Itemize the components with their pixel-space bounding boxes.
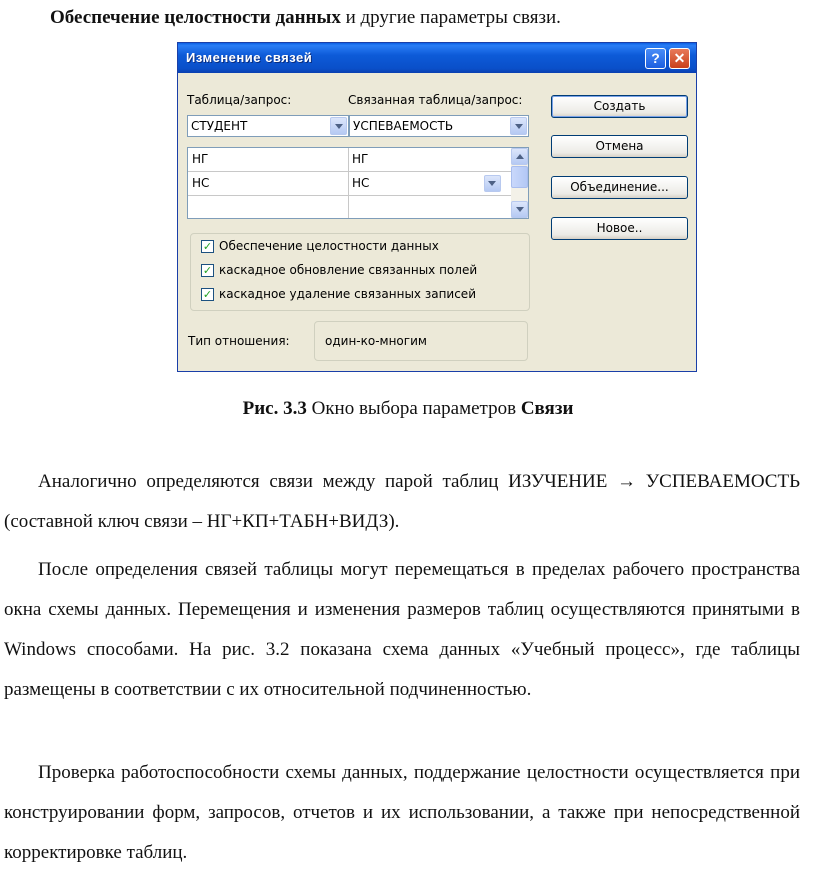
chevron-up-icon <box>516 154 524 159</box>
edit-relationships-dialog <box>177 42 697 372</box>
relation-type-box <box>314 321 528 361</box>
paragraph-2: После определения связей таблицы могут перемещаться в пределах рабочего пространства окна схемы данных. Перемещения и изменения размеров таблиц осуществляются принятыми в Windows способами. На рис. 3.2 показана схема данных «Учебный процесс», где таблицы размещены в соответствии с их относительной подчиненностью. <box>4 559 800 700</box>
create-button[interactable]: Создать <box>551 95 688 118</box>
cascade-update-checkbox[interactable]: ✓ <box>202 264 213 277</box>
close-icon: ✕ <box>673 50 686 66</box>
chevron-down-icon <box>515 124 523 129</box>
figure-caption <box>0 397 816 421</box>
join-type-button[interactable]: Объединение... <box>551 176 688 199</box>
enforce-integrity-label[interactable]: Обеспечение целостности данных <box>219 239 439 253</box>
table-query-label: Таблица/запрос: <box>187 93 292 107</box>
caption-bold-word: Связи <box>520 398 574 419</box>
chevron-down-icon <box>335 124 343 129</box>
grid-cell-right[interactable]: НГ <box>352 152 369 166</box>
grid-row[interactable] <box>188 172 512 196</box>
caption-text: Окно выбора параметров <box>306 398 521 419</box>
cell-dropdown-button[interactable] <box>484 175 501 192</box>
scroll-down-button[interactable] <box>511 201 528 218</box>
related-table-value: УСПЕВАЕМОСТЬ <box>353 119 454 133</box>
table-query-dropdown-arrow[interactable] <box>330 117 347 135</box>
enforce-integrity-checkbox[interactable]: ✓ <box>202 240 213 253</box>
section-heading <box>50 6 561 30</box>
cancel-button[interactable]: Отмена <box>551 135 688 158</box>
relation-type-value: один-ко-многим <box>325 334 427 348</box>
related-table-query-label: Связанная таблица/запрос: <box>348 93 523 107</box>
field-mapping-grid <box>187 147 529 219</box>
table-query-select[interactable] <box>187 115 349 137</box>
related-table-dropdown-arrow[interactable] <box>510 117 527 135</box>
scroll-thumb[interactable] <box>511 166 528 188</box>
grid-row[interactable] <box>188 196 512 220</box>
heading-rest: и другие параметры связи. <box>340 7 561 28</box>
table-query-value: СТУДЕНТ <box>191 119 248 133</box>
dialog-title: Изменение связей <box>186 50 313 65</box>
caption-figure-number: Рис. 3.3 <box>242 398 307 419</box>
integrity-options-group <box>190 233 530 311</box>
related-table-select[interactable] <box>349 115 529 137</box>
chevron-down-icon <box>488 181 496 186</box>
cascade-delete-checkbox[interactable]: ✓ <box>202 288 213 301</box>
create-new-button[interactable]: Новое.. <box>551 217 688 240</box>
scroll-up-button[interactable] <box>511 148 528 165</box>
paragraph-1: Аналогично определяются связи между парой таблиц ИЗУЧЕНИЕ → УСПЕВАЕМОСТЬ (составной ключ связи – НГ+КП+ТАБН+ВИДЗ). <box>4 471 800 532</box>
relation-type-label: Тип отношения: <box>188 334 290 348</box>
cascade-update-label[interactable]: каскадное обновление связанных полей <box>219 263 478 277</box>
grid-cell-right[interactable]: НС <box>352 176 370 190</box>
grid-scrollbar[interactable] <box>511 148 528 218</box>
close-button[interactable] <box>669 48 690 69</box>
grid-row[interactable] <box>188 148 512 172</box>
chevron-down-icon <box>516 207 524 212</box>
help-icon: ? <box>651 50 660 66</box>
help-button[interactable] <box>645 48 666 69</box>
grid-cell-left[interactable]: НГ <box>192 152 209 166</box>
grid-cell-left[interactable]: НС <box>192 176 210 190</box>
paragraph-3: Проверка работоспособности схемы данных, поддержание целостности осуществляется при конструировании форм, запросов, отчетов и их использовании, а также при непосредственной корректировке таблиц. <box>4 762 800 863</box>
heading-bold: Обеспечение целостности данных <box>50 7 341 28</box>
dialog-titlebar[interactable] <box>178 43 696 73</box>
cascade-delete-label[interactable]: каскадное удаление связанных записей <box>219 287 476 301</box>
